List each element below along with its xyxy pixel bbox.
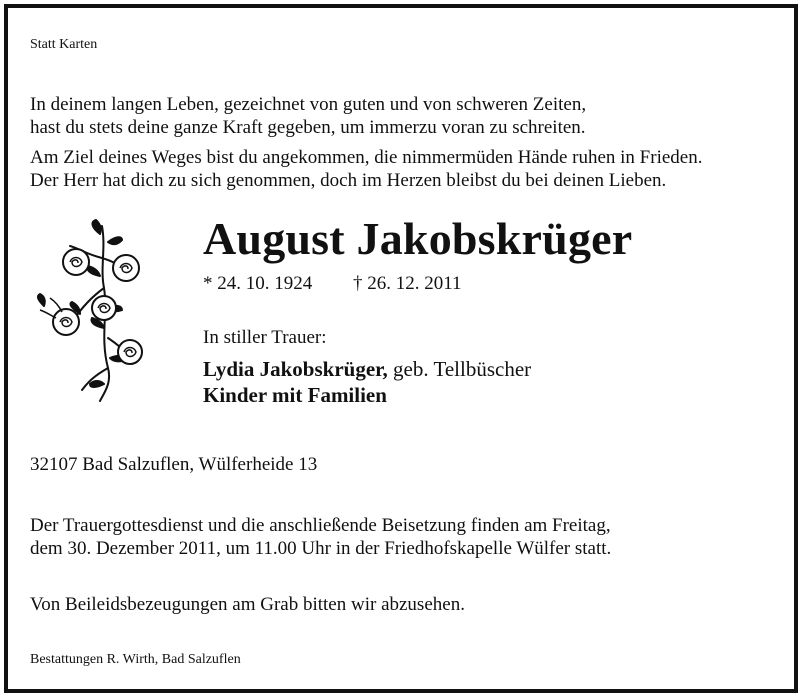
life-dates bbox=[203, 273, 462, 295]
service-line: dem 30. Dezember 2011, um 11.00 Uhr in der Friedhofskapelle Wülfer statt. bbox=[30, 538, 612, 559]
service-line: Der Trauergottesdienst und die anschließende Beisetzung finden am Freitag, bbox=[30, 515, 611, 536]
poem-line: Am Ziel deines Weges bist du angekommen, die nimmermüden Hände ruhen in Frieden. bbox=[30, 147, 703, 168]
family-line bbox=[203, 382, 531, 408]
death-date: † 26. 12. 2011 bbox=[353, 273, 462, 294]
mourners bbox=[203, 356, 531, 408]
poem-stanza-1 bbox=[30, 93, 586, 139]
primary-mourner bbox=[203, 356, 531, 382]
poem-line: In deinem langen Leben, gezeichnet von guten und von schweren Zeiten, bbox=[30, 94, 587, 115]
service-info bbox=[30, 514, 611, 560]
address: 32107 Bad Salzuflen, Wülferheide 13 bbox=[30, 454, 318, 475]
funeral-home: Bestattungen R. Wirth, Bad Salzuflen bbox=[30, 652, 241, 667]
primary-mourner-name: Lydia Jakobskrüger, bbox=[203, 357, 388, 381]
poem-line: hast du stets deine ganze Kraft gegeben, um immerzu voran zu schreiten. bbox=[30, 117, 586, 138]
poem-stanza-2 bbox=[30, 146, 702, 192]
primary-mourner-suffix: geb. Tellbüscher bbox=[387, 357, 532, 381]
condolence-note: Von Beileidsbezeugungen am Grab bitten wir abzusehen. bbox=[30, 594, 465, 615]
deceased-name: August Jakobskrüger bbox=[203, 213, 633, 264]
header-label: Statt Karten bbox=[30, 37, 98, 52]
poem-line: Der Herr hat dich zu sich genommen, doch im Herzen bleibst du bei deinen Lieben. bbox=[30, 170, 667, 191]
mourning-label: In stiller Trauer: bbox=[203, 327, 327, 348]
family-name: Kinder mit Familien bbox=[203, 383, 387, 407]
rose-branch-icon bbox=[30, 218, 150, 403]
birth-date: * 24. 10. 1924 bbox=[203, 273, 313, 294]
